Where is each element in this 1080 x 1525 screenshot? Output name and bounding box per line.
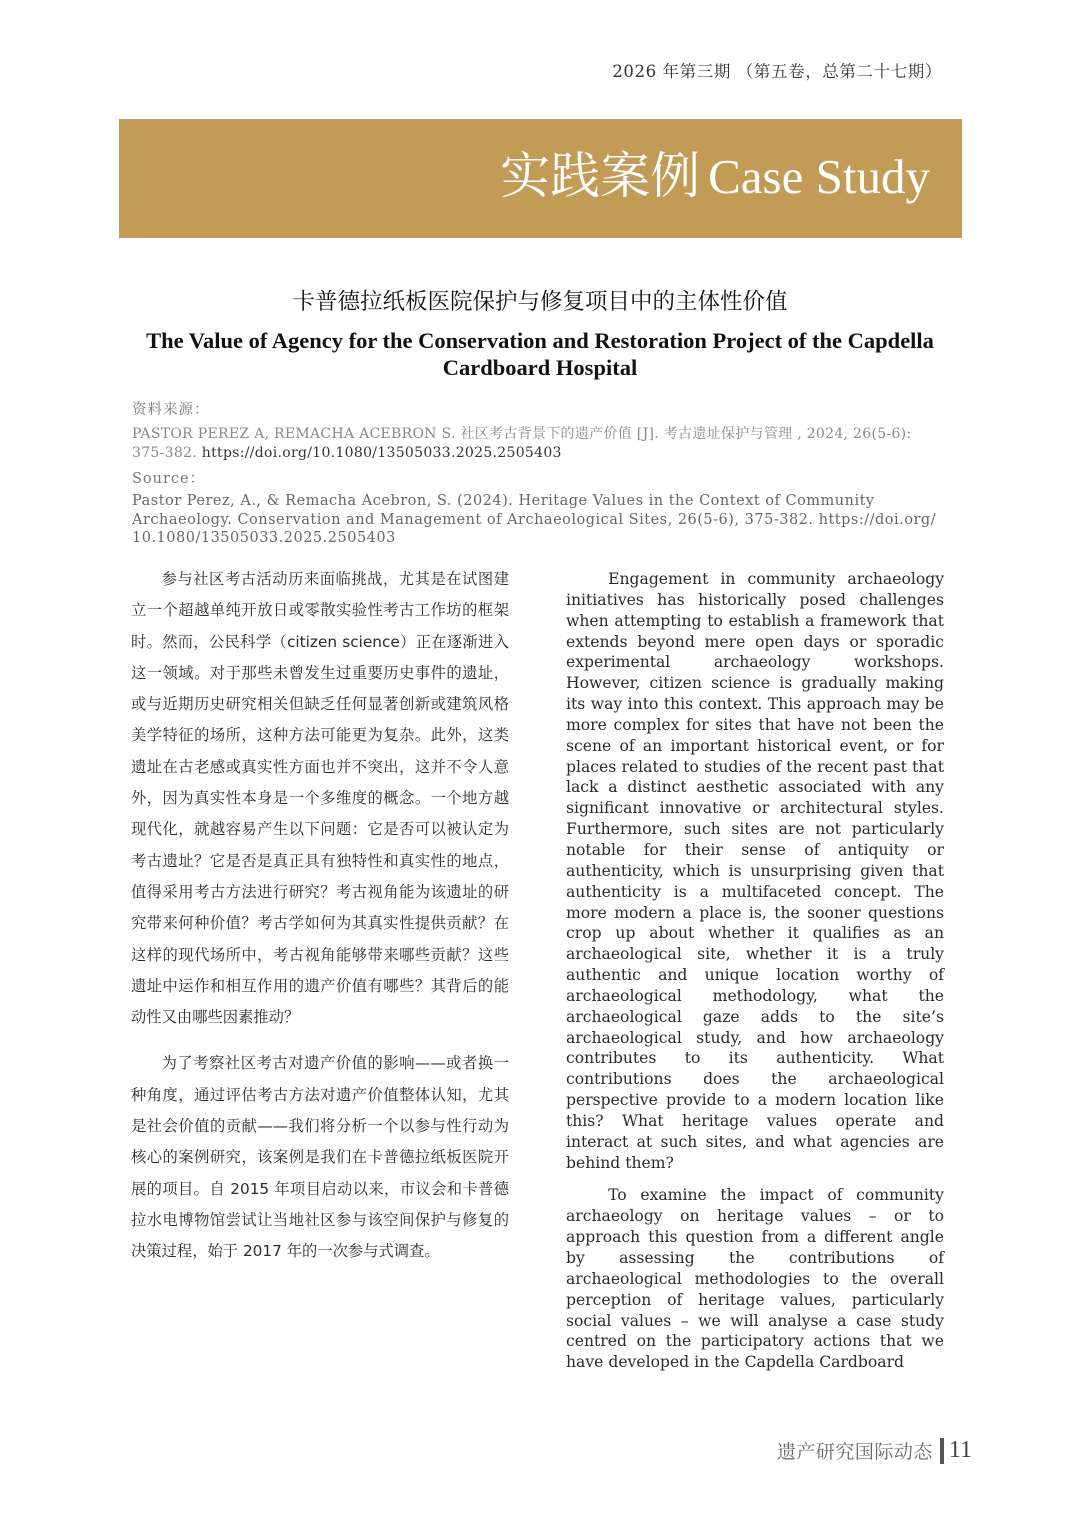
section-title-zh: 实践案例 — [500, 147, 701, 205]
section-title — [500, 146, 930, 207]
body-column-en — [566, 569, 944, 1385]
paragraph-en: To examine the impact of community archaeology on heritage values – or to approach this question from a different angle by assessing the contributions of archaeological methodologies to the overall perception of heritage values, particularly social values – we will analyse a case study centred on the participatory actions that we have developed in the Capdella Cardboard — [566, 1186, 944, 1372]
article-title-en: The Value of Agency for the Conservation and Restoration Project of the Capdella Cardboard Hospital — [146, 328, 934, 380]
issue-info: 2026 年第三期 （第五卷，总第二十七期） — [612, 62, 942, 81]
body-column-zh — [131, 564, 509, 1283]
paragraph-zh: 参与社区考古活动历来面临挑战，尤其是在试图建立一个超越单纯开放日或零散实验性考古工作坊的框架时。然而，公民科学（citizen science）正在逐渐进入这一领域。对于那些未曾发生过重要历史事件的遗址，或与近期历史研究相关但缺乏任何显著创新或建筑风格美学特征的场所，这种方法可能更为复杂。此外，这类遗址在古老感或真实性方面也并不突出，这并不令人意外，因为真实性本身是一个多维度的概念。一个地方越现代化，就越容易产生以下问题：它是否可以被认定为考古遗址？它是否是真正具有独特性和真实性的地点，值得采用考古方法进行研究？考古视角能为该遗址的研究带来何种价值？考古学如何为其真实性提供贡献？在这样的现代场所中，考古视角能够带来哪些贡献？这些遗址中运作和相互作用的遗产价值有哪些？其背后的能动性又由哪些因素推动？ — [131, 570, 509, 1027]
journal-name: 遗产研究国际动态 — [776, 1441, 933, 1463]
article-title-zh: 卡普德拉纸板医院保护与修复项目中的主体性价值 — [292, 289, 788, 315]
paragraph-en: Engagement in community archaeology initiatives has historically posed challenges when attempting to establish a framework that extends beyond mere open days or sporadic experimental archaeology workshops. However, citizen science is gradually making its way into this context. This approach may be more complex for sites that have not been the scene of an important historical event, or for places related to studies of the recent past that lack a distinct aesthetic associated with any significant innovative or architectural styles. Furthermore, such sites are not particularly notable for their sense of antiquity or authenticity, which is unsurprising given that authenticity is a multifaceted concept. The more modern a place is, the sooner questions crop up about whether it qualifies as an archaeological site, whether it is a truly authentic and unique location worthy of archaeological methodology, what the archaeological gaze adds to the site’s archaeological study, and how archaeology contributes to its authenticity. What contributions does the archaeological perspective provide to a modern location like this? What heritage values operate and interact at such sites, and what agencies are behind them? — [566, 570, 944, 1172]
section-banner — [119, 119, 962, 238]
paragraph-zh: 为了考察社区考古对遗产价值的影响——或者换一种角度，通过评估考古方法对遗产价值整体认知，尤其是社会价值的贡献——我们将分析一个以参与性行动为核心的案例研究，该案例是我们在卡普德拉纸板医院开展的项目。自 2015 年项目启动以来，市议会和卡普德拉水电博物馆尝试让当地社区参与该空间保护与修复的决策过程，始于 2017 年的一次参与式调查。 — [131, 1054, 509, 1261]
footer-divider — [940, 1438, 944, 1464]
citation-zh-text: PASTOR PEREZ A, REMACHA ACEBRON S. 社区考古背景下的遗产价值 [J]. 考古遗址保护与管理 , 2024, 26(5-6): 375-382. — [132, 426, 912, 461]
section-title-en: Case Study — [708, 149, 930, 204]
source-label-zh: 资料来源： — [132, 402, 210, 418]
source-citation-zh — [132, 425, 947, 462]
page-footer — [777, 1437, 972, 1464]
page-number: 11 — [948, 1437, 972, 1463]
source-label-en: Source： — [132, 471, 206, 487]
citation-zh-doi[interactable]: https://doi.org/10.1080/13505033.2025.2505403 — [201, 444, 562, 461]
source-citation-en: Pastor Perez, A., & Remacha Acebron, S. (2024). Heritage Values in the Context of Community Archaeology. Conservation and Management of Archaeological Sites, 26(5-6), 375-382. https://doi.org/ 10.1080/13505033.2025.2505403 — [132, 493, 937, 546]
